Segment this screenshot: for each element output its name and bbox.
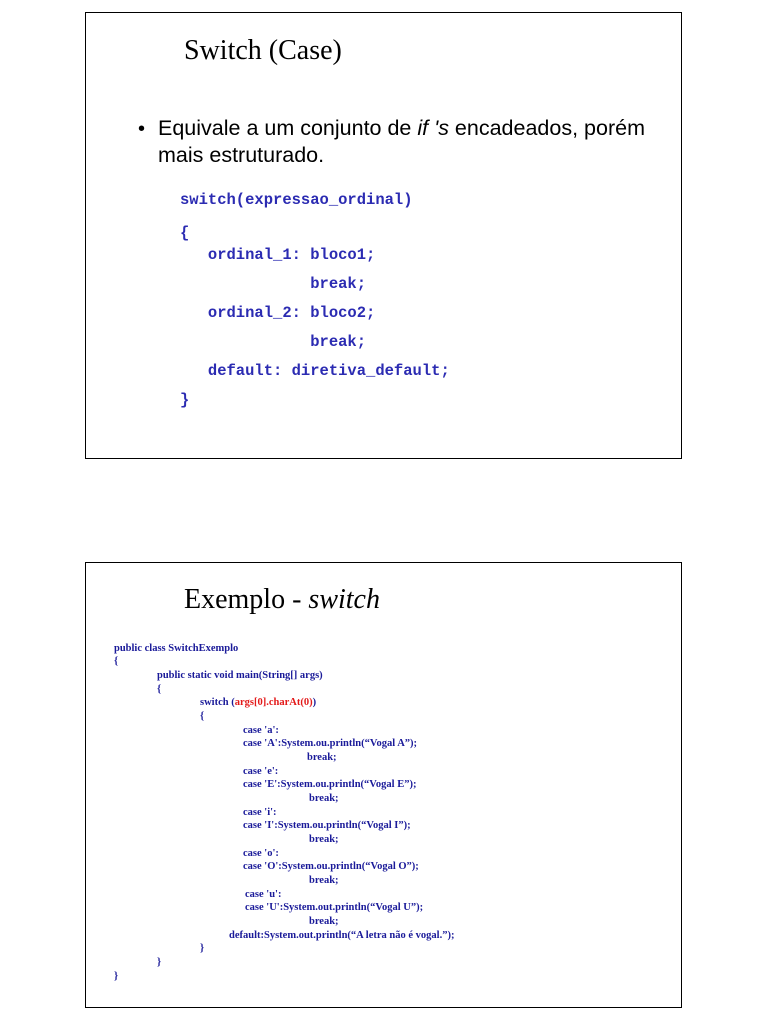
slide-title-plain: Exemplo - [184, 584, 309, 615]
code-line: case 'E':System.ou.println(“Vogal E”); [243, 779, 417, 790]
code-line: { [157, 684, 162, 695]
code-line: public class SwitchExemplo [114, 643, 239, 654]
bullet-text-part1: Equivale a um conjunto de [158, 116, 418, 140]
code-line: } [200, 943, 205, 954]
code-line: case 'I':System.ou.println(“Vogal I”); [243, 820, 411, 831]
bullet-marker: • [138, 118, 146, 140]
code-line: break; [309, 875, 339, 886]
code-line: case 'o': [243, 848, 279, 859]
code-line: break; [307, 752, 337, 763]
code-line: break; [180, 275, 367, 293]
code-line: { [200, 711, 205, 722]
code-line: break; [309, 834, 339, 845]
code-line: default:System.out.println(“A letra não é vogal.”); [229, 930, 455, 941]
code-line: } [180, 391, 190, 409]
code-line: { [114, 656, 119, 667]
code-line: case 'A':System.ou.println(“Vogal A”); [243, 738, 418, 749]
code-line [200, 696, 316, 709]
bullet-text [158, 115, 658, 169]
slide-switch-case [85, 12, 682, 459]
code-line: case 'u': [245, 889, 282, 900]
code-line: switch(expressao_ordinal) [180, 191, 413, 209]
code-line: { [180, 224, 190, 242]
code-line: break; [309, 916, 339, 927]
code-line: public static void main(String[] args) [157, 670, 323, 681]
slide-exemplo-switch [85, 562, 682, 1008]
code-line: case 'a': [243, 725, 279, 736]
code-line: } [114, 971, 119, 982]
slide-title: Switch (Case) [184, 35, 342, 66]
bullet-text-part2: encadeados, porém mais estruturado. [158, 116, 645, 167]
slide-title-italic: switch [308, 584, 380, 615]
code-line: case 'e': [243, 766, 279, 777]
code-switch-keyword: switch ( [200, 697, 235, 708]
code-highlight-expression: args[0].charAt(0) [234, 697, 313, 708]
code-line: case 'i': [243, 807, 277, 818]
code-line: case 'O':System.ou.println(“Vogal O”); [243, 861, 419, 872]
bullet-text-italic: if 's [417, 116, 449, 140]
code-line: } [157, 957, 162, 968]
slide-title [184, 584, 380, 616]
code-line: break; [309, 793, 339, 804]
code-line: case 'U':System.out.println(“Vogal U”); [245, 902, 424, 913]
code-line: ordinal_2: bloco2; [180, 304, 376, 322]
code-line: ordinal_1: bloco1; [180, 246, 376, 264]
code-line: break; [180, 333, 367, 351]
code-switch-close: ) [312, 697, 317, 708]
code-line: default: diretiva_default; [180, 362, 450, 380]
